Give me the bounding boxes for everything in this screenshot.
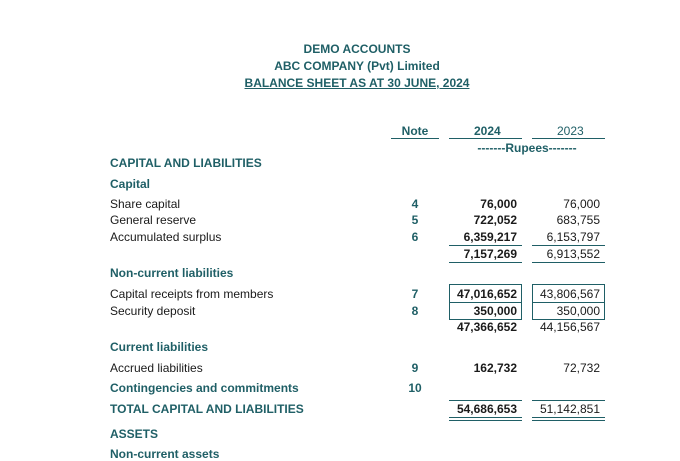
value-2024-accrued-liabilities: 162,732	[473, 361, 517, 375]
value-2023-capital-receipts: 43,806,567	[539, 287, 600, 301]
total-double-rule-1-2024	[449, 417, 522, 418]
note-share-capital: 4	[411, 197, 419, 211]
note-security-deposit: 8	[411, 304, 419, 318]
row-label-security-deposit: Security deposit	[110, 304, 196, 318]
note-contingencies: 10	[408, 381, 422, 395]
section-assets: ASSETS	[110, 427, 159, 441]
value-2023-security-deposit: 350,000	[556, 304, 600, 318]
currency-label: -------Rupees-------	[477, 141, 577, 155]
ncl-subtotal-2023: 44,156,567	[539, 320, 600, 334]
value-2024-security-deposit: 350,000	[473, 304, 517, 318]
total-double-rule-2-2024	[449, 420, 522, 421]
ncl-2024-box-divider	[449, 302, 522, 303]
value-2023-accrued-liabilities: 72,732	[563, 361, 600, 375]
contingencies-label: Contingencies and commitments	[110, 381, 299, 395]
value-2023-share-capital: 76,000	[563, 197, 600, 211]
total-top-rule-2024	[449, 400, 522, 401]
capital-subtotal-2024: 7,157,269	[463, 247, 517, 261]
value-2024-accumulated-surplus: 6,359,217	[463, 230, 517, 244]
ncl-2023-box-divider	[532, 302, 605, 303]
column-note-header: Note	[401, 124, 429, 138]
subsection-capital: Capital	[110, 177, 151, 191]
col-2023-header-rule	[532, 138, 605, 139]
capital-subtotal-rule-2024	[449, 245, 522, 246]
row-label-share-capital: Share capital	[110, 197, 181, 211]
subsection-non-current-liabilities: Non-current liabilities	[110, 266, 234, 280]
note-general-reserve: 5	[411, 213, 419, 227]
row-label-accrued-liabilities: Accrued liabilities	[110, 361, 203, 375]
note-accrued-liabilities: 9	[411, 361, 419, 375]
capital-subtotal-rule-2023	[532, 245, 605, 246]
row-label-accumulated-surplus: Accumulated surplus	[110, 230, 222, 244]
row-label-capital-receipts: Capital receipts from members	[110, 287, 274, 301]
total-top-rule-2023	[532, 400, 605, 401]
subsection-current-liabilities: Current liabilities	[110, 340, 209, 354]
total-capital-and-liabilities-label: TOTAL CAPITAL AND LIABILITIES	[110, 402, 304, 416]
note-header-rule	[391, 138, 439, 139]
ncl-subtotal-2024: 47,366,652	[456, 320, 517, 334]
value-2024-general-reserve: 722,052	[473, 213, 517, 227]
section-capital-and-liabilities: CAPITAL AND LIABILITIES	[110, 156, 262, 170]
total-double-rule-1-2023	[532, 417, 605, 418]
note-accumulated-surplus: 6	[411, 230, 419, 244]
value-2024-share-capital: 76,000	[480, 197, 517, 211]
subsection-non-current-assets: Non-current assets	[110, 447, 220, 461]
value-2024-capital-receipts: 47,016,652	[456, 287, 517, 301]
note-capital-receipts: 7	[411, 287, 419, 301]
total-2024: 54,686,653	[456, 402, 517, 416]
col-2024-header-rule	[449, 138, 522, 139]
value-2023-general-reserve: 683,755	[556, 213, 600, 227]
statement-title: BALANCE SHEET AS AT 30 JUNE, 2024	[244, 76, 470, 90]
company-name: ABC COMPANY (Pvt) Limited	[274, 59, 440, 73]
total-2023: 51,142,851	[539, 402, 600, 416]
capital-subtotal-underline-2024	[449, 262, 522, 263]
report-title-line1: DEMO ACCOUNTS	[303, 42, 411, 56]
capital-subtotal-underline-2023	[532, 262, 605, 263]
total-double-rule-2-2023	[532, 420, 605, 421]
row-label-general-reserve: General reserve	[110, 213, 197, 227]
column-2023-header: 2023	[557, 124, 584, 138]
value-2023-accumulated-surplus: 6,153,797	[546, 230, 600, 244]
column-2024-header: 2024	[474, 124, 501, 138]
capital-subtotal-2023: 6,913,552	[546, 247, 600, 261]
